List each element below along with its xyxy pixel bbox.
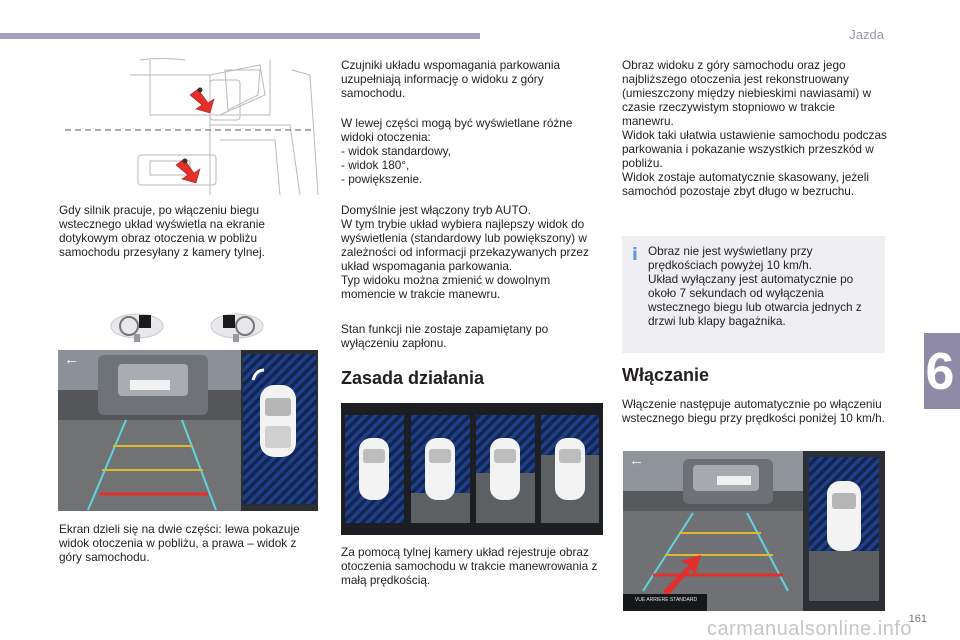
back-arrow-icon[interactable]: ← (64, 351, 79, 368)
info-icon: i (632, 245, 638, 265)
top-view-reconstruction: Obraz widoku z góry samochodu oraz jego najbliższego otoczenia jest rekonstruowany (umieszczony między niebieskimi nawiasami) w czasie rzeczywistym stopniowo w trakcie manewru. (622, 58, 872, 128)
camera-screen-1 (58, 350, 318, 511)
activation-paragraph: Włączenie następuje automatycznie po włączeniu wstecznego biegu przy prędkości poniżej 10 km/h. (622, 397, 885, 425)
intro-paragraph: Gdy silnik pracuje, po włączeniu biegu wstecznego układ wyświetla na ekranie dotykowym obraz otoczenia w pobliżu samochodu przesyłany z kamery tylnej. (59, 203, 265, 259)
heading-activation: Włączanie (622, 365, 710, 385)
auto-mode-description: W tym trybie układ wybiera najlepszy widok do wyświetlenia (standardowy lub powiększony) w zależności od informacji przekazywanych przez układ wspomagania parkowania. (341, 217, 589, 273)
top-view-auto-clear: Widok zostaje automatycznie skasowany, jeżeli samochód pozostaje zbyt długo w bezruchu. (622, 170, 869, 198)
view-change-note: Typ widoku można zmienić w dowolnym momencie w trakcie manewru. (341, 273, 551, 301)
list-item: - widok 180°, (341, 158, 410, 172)
views-intro: W lewej części mogą być wyświetlane różne widoki otoczenia: (341, 116, 573, 144)
sensors-paragraph: Czujniki układu wspomagania parkowania uzupełniają informację o widoku z góry samochodu. (341, 58, 561, 100)
principle-paragraph: Za pomocą tylnej kamery układ rejestruje obraz otoczenia samochodu w trakcie manewrowania z małą prędkością. (341, 545, 598, 587)
chapter-number: 6 (925, 343, 955, 401)
views-list (341, 144, 606, 186)
view-mode-button[interactable]: VUE ARRIERE STANDARD (634, 597, 698, 603)
info-speed-note: Obraz nie jest wyświetlany przy prędkościach powyżej 10 km/h. (648, 244, 813, 272)
state-not-saved-paragraph: Stan funkcji nie zostaje zapamiętany po wyłączeniu zapłonu. (341, 322, 549, 350)
rear-camera-location-illustration (60, 55, 320, 200)
gear-selector-right-icon (193, 312, 267, 346)
header-accent-bar (0, 33, 480, 39)
auto-mode-line: Domyślnie jest włączony tryb AUTO. (341, 203, 531, 217)
info-auto-off-note: Układ wyłączany jest automatycznie po około 7 sekundach od wyłączenia wstecznego biegu lub otwarcia jednych z drzwi lub klapy bagażnika. (648, 272, 862, 328)
heading-operating-principle: Zasada działania (341, 368, 485, 388)
list-item: - powiększenie. (341, 172, 423, 186)
watermark: carmanualsonline.info (706, 618, 912, 640)
gear-selector-left-icon (107, 312, 181, 346)
screen-split-paragraph: Ekran dzieli się na dwie części: lewa pokazuje widok otoczenia w pobliżu, a prawa – widok z góry samochodu. (59, 522, 300, 564)
page-number: 161 (908, 613, 927, 625)
camera-screen-2 (623, 451, 885, 611)
back-arrow-icon[interactable]: ← (629, 452, 644, 469)
auto-mode-block (341, 203, 606, 301)
top-view-sequence-illustration (341, 403, 603, 535)
arrow-icon (176, 89, 214, 183)
list-item: - widok standardowy, (341, 144, 451, 158)
section-label: Jazda (849, 27, 884, 42)
info-box-text (648, 244, 878, 328)
top-view-benefit: Widok taki ułatwia ustawienie samochodu podczas parkowania i pokazanie wszystkich przeszkód w pobliżu. (622, 128, 887, 170)
top-view-description (622, 58, 887, 198)
